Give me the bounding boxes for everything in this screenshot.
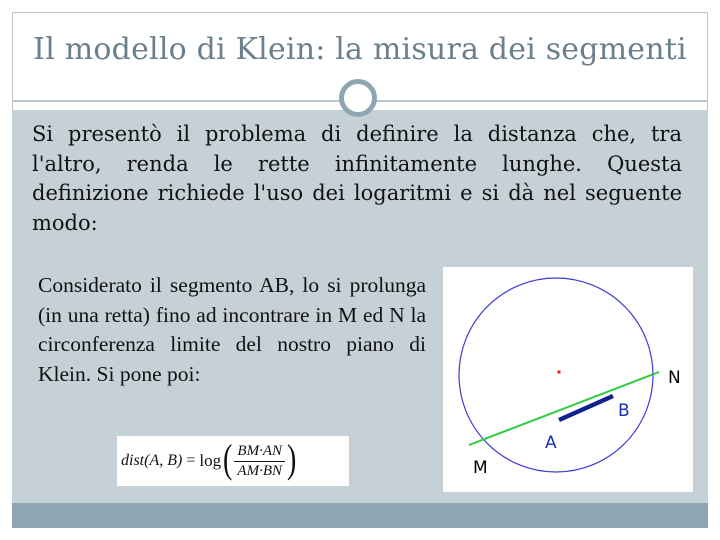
formula-lhs: dist(A, B) (121, 452, 183, 469)
chord-line (469, 372, 659, 445)
formula-numerator: BM·AN (234, 443, 285, 462)
label-n: N (668, 368, 681, 388)
formula-fraction (234, 443, 285, 480)
formula-equals: = (186, 452, 196, 469)
label-a: A (545, 433, 557, 453)
formula-denominator: AM·BN (237, 462, 282, 479)
label-b: B (618, 401, 630, 421)
intro-paragraph: Si presentò il problema di definire la distanza che, tra l'altro, renda le rette infinitamente lunghe. Questa definizione richiede l'uso dei logaritmi e si dà nel seguente modo: (32, 122, 682, 235)
footer-band (12, 503, 708, 528)
right-paren: ) (286, 436, 297, 481)
formula-log: log (199, 451, 222, 470)
klein-disk-figure (443, 267, 693, 492)
center-point (558, 371, 561, 374)
construction-paragraph: Considerato il segmento AB, lo si prolunga (in una retta) fino ad incontrare in M ed N la circonferenza limite del nostro piano di Klein. Si pone poi: (38, 273, 426, 386)
left-paren: ( (223, 436, 233, 481)
label-m: M (473, 458, 488, 478)
slide-title: Il modello di Klein: la misura dei segmenti (33, 32, 687, 67)
klein-disk-svg (443, 267, 693, 492)
divider-ring-icon (339, 79, 377, 117)
distance-formula (117, 436, 349, 486)
